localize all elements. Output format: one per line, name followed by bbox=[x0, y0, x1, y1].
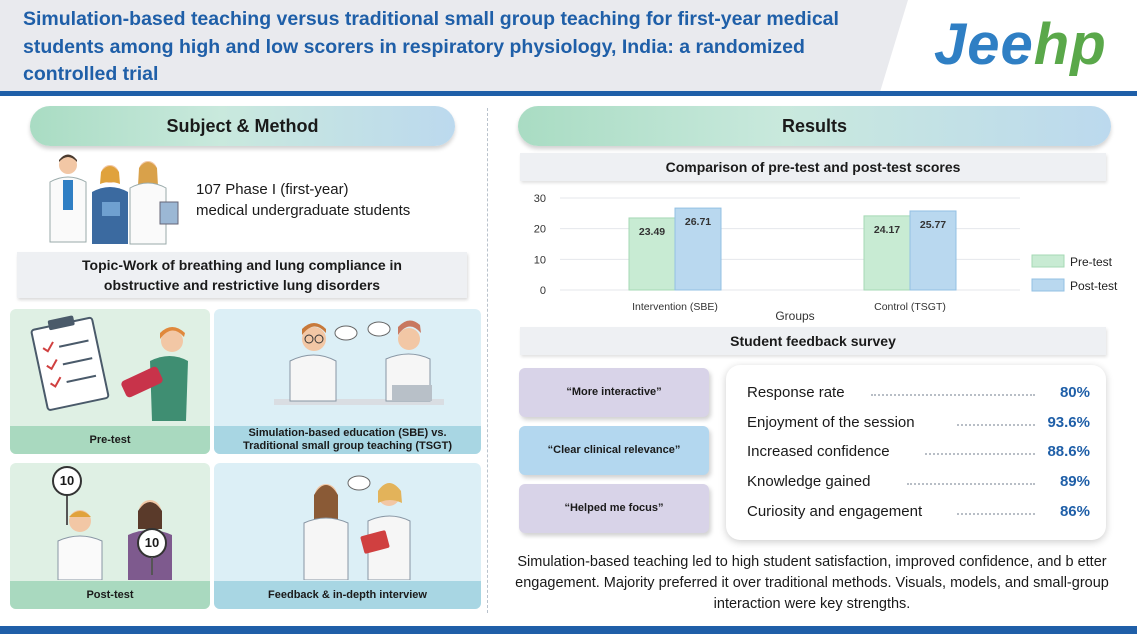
stat-row bbox=[747, 381, 1092, 405]
education-card bbox=[214, 309, 481, 454]
leader-dots bbox=[871, 394, 1035, 396]
subject-method-heading: Subject & Method bbox=[30, 106, 455, 146]
feedback-card bbox=[214, 463, 481, 609]
stat-label: Response rate bbox=[747, 384, 845, 401]
sign-right-number: 10 bbox=[144, 535, 160, 550]
logo-part1: Jee bbox=[934, 12, 1034, 77]
leader-dots bbox=[925, 453, 1035, 455]
stat-row bbox=[747, 500, 1092, 524]
bar-data-label: 25.77 bbox=[919, 218, 947, 231]
pretest-card bbox=[10, 309, 210, 454]
x-axis-title: Groups bbox=[775, 309, 815, 323]
education-label-line1: Simulation-based education (SBE) vs. bbox=[248, 427, 447, 439]
posttest-label: Post-test bbox=[10, 581, 210, 609]
bar-data-label: 24.17 bbox=[873, 223, 901, 236]
leader-dots bbox=[957, 513, 1035, 515]
subject-line2: medical undergraduate students bbox=[196, 202, 411, 219]
stat-row bbox=[747, 470, 1092, 494]
legend-swatch bbox=[1032, 279, 1064, 291]
y-tick-label: 30 bbox=[533, 193, 546, 205]
score-bar-chart bbox=[520, 186, 1130, 326]
journal-logo bbox=[934, 8, 1107, 82]
topic-line1: Topic-Work of breathing and lung compliance in bbox=[82, 257, 402, 273]
survey-stats-box bbox=[726, 365, 1106, 540]
score-signs-illustration bbox=[10, 463, 210, 580]
education-label bbox=[214, 426, 481, 454]
leader-dots bbox=[957, 424, 1035, 426]
quote-interactive: “More interactive” bbox=[519, 368, 709, 417]
y-tick-label: 10 bbox=[533, 254, 546, 267]
quote-focus: “Helped me focus” bbox=[519, 484, 709, 533]
header-rule bbox=[0, 91, 1137, 96]
topic-line2: obstructive and restrictive lung disorders bbox=[103, 277, 381, 293]
classroom-illustration bbox=[214, 309, 481, 426]
stat-value: 88.6% bbox=[1047, 443, 1090, 460]
stat-value: 80% bbox=[1059, 384, 1090, 401]
legend-label: Post-test bbox=[1070, 279, 1118, 293]
conclusion-text: Simulation-based teaching led to high student satisfaction, improved confidence, and b etter engagement. Majority preferred it over traditional methods. Visuals, models, and small-group interaction were key strengths. bbox=[515, 554, 1109, 612]
stat-label: Enjoyment of the session bbox=[747, 414, 915, 431]
stat-row bbox=[747, 411, 1092, 435]
chart-heading: Comparison of pre-test and post-test scores bbox=[520, 153, 1106, 181]
bar-data-label: 26.71 bbox=[684, 216, 712, 229]
stat-value: 86% bbox=[1059, 503, 1090, 520]
results-heading: Results bbox=[518, 106, 1111, 146]
x-tick-label: Intervention (SBE) bbox=[632, 301, 718, 313]
medical-staff-illustration bbox=[36, 152, 186, 247]
stat-value: 93.6% bbox=[1047, 414, 1090, 431]
sign-left-number: 10 bbox=[59, 473, 75, 488]
subject-description bbox=[196, 179, 410, 221]
clipboard-illustration bbox=[10, 309, 210, 426]
education-label-line2: Traditional small group teaching (TSGT) bbox=[242, 440, 453, 452]
stat-value: 89% bbox=[1059, 473, 1090, 490]
x-tick-label: Control (TSGT) bbox=[874, 301, 946, 313]
posttest-card bbox=[10, 463, 210, 609]
feedback-label: Feedback & in-depth interview bbox=[214, 581, 481, 609]
bar-data-label: 23.49 bbox=[638, 225, 666, 238]
column-divider bbox=[487, 108, 488, 613]
quote-clinical-relevance: “Clear clinical relevance” bbox=[519, 426, 709, 475]
subject-line1: 107 Phase I (first-year) bbox=[196, 181, 349, 198]
stat-label: Curiosity and engagement bbox=[747, 503, 923, 520]
pretest-label: Pre-test bbox=[10, 426, 210, 454]
logo-part2: hp bbox=[1033, 12, 1107, 77]
y-tick-label: 0 bbox=[539, 285, 546, 297]
topic-box bbox=[17, 252, 467, 298]
y-tick-label: 20 bbox=[533, 223, 546, 236]
legend-label: Pre-test bbox=[1070, 255, 1113, 269]
stat-label: Increased confidence bbox=[747, 443, 890, 460]
leader-dots bbox=[907, 483, 1035, 485]
footer-rule bbox=[0, 626, 1137, 634]
interview-illustration bbox=[214, 463, 481, 580]
paper-title: Simulation-based teaching versus traditional small group teaching for first-year medical students among high and low scorers in respiratory physiology, India: a randomized controlled trial bbox=[23, 8, 839, 85]
stat-label: Knowledge gained bbox=[747, 473, 871, 490]
legend-swatch bbox=[1032, 255, 1064, 267]
stat-row bbox=[747, 440, 1092, 464]
survey-heading: Student feedback survey bbox=[520, 327, 1106, 355]
